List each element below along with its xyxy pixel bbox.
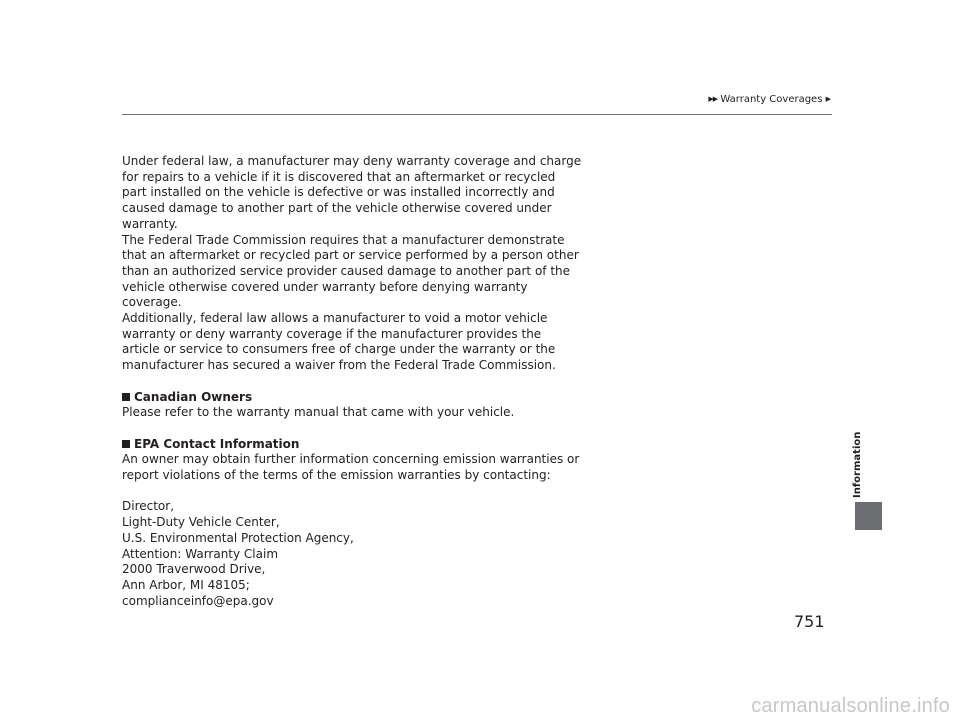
square-bullet-icon bbox=[122, 440, 130, 448]
paragraph: The Federal Trade Commission requires that a manufacturer demonstrate that an aftermarket or recycled part or service performed by a person other than an authorized service provider caused damage to another part of the vehicle otherwise covered under warranty before denying warranty coverage. bbox=[122, 232, 579, 310]
address-line: Attention: Warranty Claim bbox=[122, 546, 279, 561]
spacer bbox=[122, 484, 582, 500]
paragraph: Additionally, federal law allows a manufacturer to void a motor vehicle warranty or deny warranty coverage if the manufacturer provides the article or service to consumers free of charge under the warranty or the manufacturer has secured a waiver from the Federal Trade Commission. bbox=[122, 311, 556, 373]
address-line: Director, bbox=[122, 499, 175, 514]
address-line: 2000 Traverwood Drive, bbox=[122, 562, 266, 577]
breadcrumb bbox=[708, 94, 830, 105]
address-line: Ann Arbor, MI 48105; bbox=[122, 577, 250, 592]
watermark: carmanualsonline.info bbox=[751, 695, 950, 717]
double-arrow-icon: ▶▶ bbox=[708, 95, 718, 103]
heading-text: EPA Contact Information bbox=[134, 436, 300, 451]
spacer bbox=[122, 374, 582, 390]
page-body bbox=[122, 154, 582, 609]
section-heading-canadian-owners bbox=[122, 390, 582, 406]
section-heading-epa-contact bbox=[122, 437, 582, 453]
section-tab-label: Information bbox=[852, 431, 863, 498]
page-number: 751 bbox=[794, 612, 825, 631]
arrow-icon: ▶ bbox=[825, 95, 830, 103]
email-link[interactable]: complianceinfo@epa.gov bbox=[122, 593, 274, 608]
address-line: Light-Duty Vehicle Center, bbox=[122, 515, 280, 530]
spacer bbox=[122, 421, 582, 437]
paragraph: Please refer to the warranty manual that came with your vehicle. bbox=[122, 405, 515, 420]
heading-text: Canadian Owners bbox=[134, 389, 253, 404]
paragraph: An owner may obtain further information concerning emission warranties or report violations of the terms of the emission warranties by contacting: bbox=[122, 452, 580, 483]
breadcrumb-label[interactable]: Warranty Coverages bbox=[720, 94, 823, 105]
square-bullet-icon bbox=[122, 393, 130, 401]
address-line: U.S. Environmental Protection Agency, bbox=[122, 530, 354, 545]
paragraph: Under federal law, a manufacturer may deny warranty coverage and charge for repairs to a vehicle if it is discovered that an aftermarket or recycled part installed on the vehicle is defective or was installed incorrectly and caused damage to another part of the vehicle otherwise covered under warranty. bbox=[122, 154, 582, 231]
header-divider bbox=[122, 114, 832, 115]
section-tab-marker bbox=[855, 502, 882, 530]
